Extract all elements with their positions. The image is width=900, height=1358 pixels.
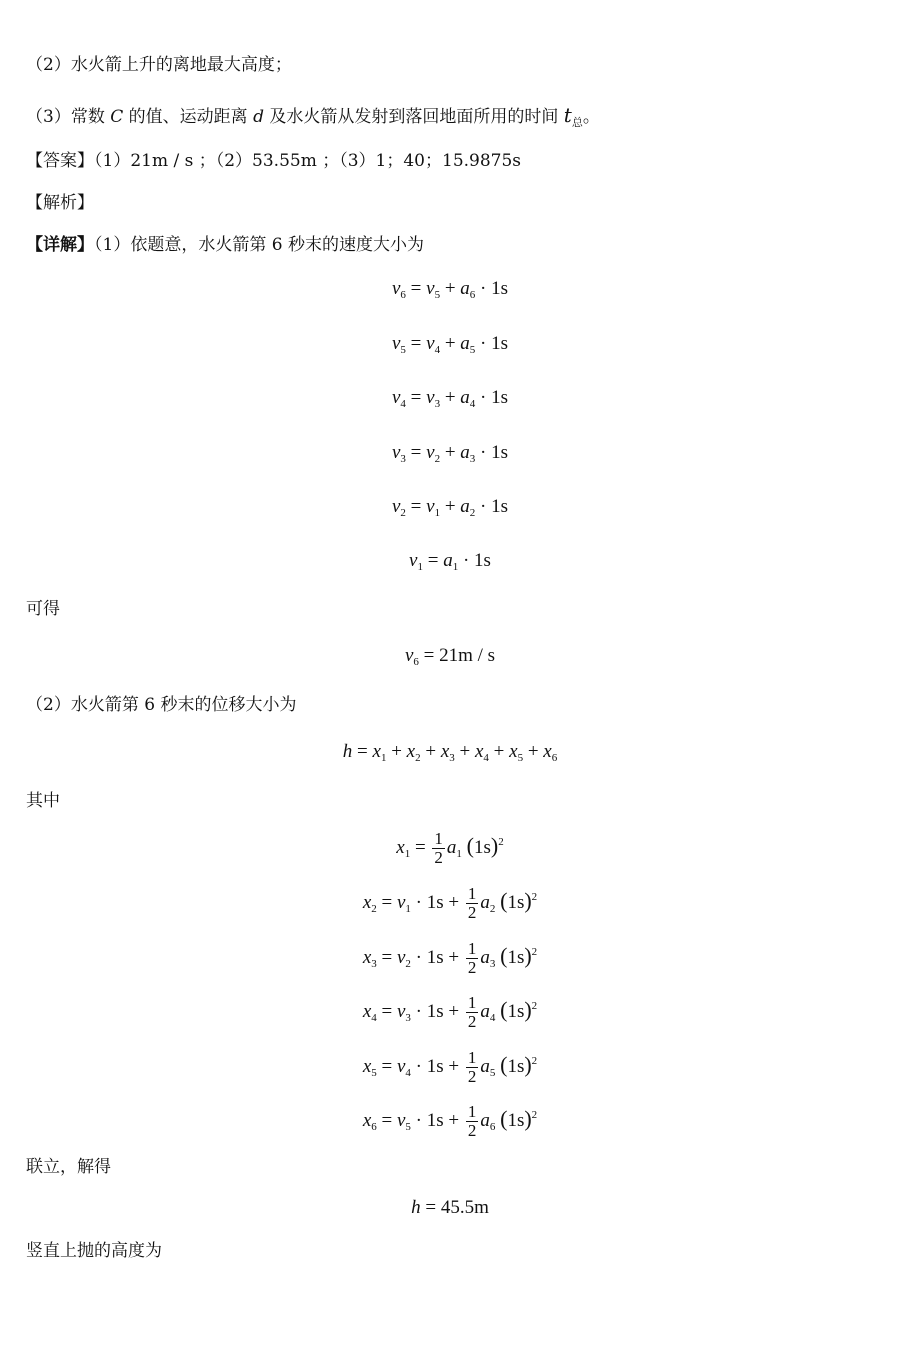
lianli-label: 联立，解得 bbox=[26, 1157, 111, 1177]
question-2: （2）水火箭上升的离地最大高度； bbox=[26, 55, 292, 75]
q3-text-c: 及水火箭从发射到落回地面所用的时间 bbox=[263, 107, 564, 127]
q3-var-c: C bbox=[110, 107, 124, 127]
eq-v6-result: $v_6 = 21m / s$ bbox=[404, 645, 496, 668]
eq-x4: $x_4 = v_3 \cdot 1s$ + $\frac{1}{2}$ $a_4$ $(1s)^2$ bbox=[362, 993, 538, 1031]
shupao-line: 竖直上抛的高度为 bbox=[26, 1241, 162, 1261]
analysis-label: 【解析】 bbox=[26, 193, 94, 213]
kede-label: 可得 bbox=[26, 599, 60, 619]
detail-text: （1）依题意，水火箭第 6 秒末的速度大小为 bbox=[94, 235, 424, 255]
detail-label: 【详解】 bbox=[26, 235, 94, 255]
eq-v6: $v_6 = v_5 + a_6 \cdot 1s$ bbox=[391, 278, 509, 301]
part2-line: （2）水火箭第 6 秒末的位移大小为 bbox=[26, 695, 297, 715]
eq-v2: $v_2 = v_1 + a_2 \cdot 1s$ bbox=[391, 496, 509, 519]
question-3 bbox=[26, 104, 600, 128]
answer-line: 【答案】（1）21m / s ；（2）53.55m ；（3）1；40；15.9875s bbox=[26, 151, 522, 171]
q3-var-d: d bbox=[253, 107, 264, 127]
eq-x2: $x_2 = v_1 \cdot 1s$ + $\frac{1}{2}$ $a_2$ $(1s)^2$ bbox=[362, 884, 538, 922]
h-result-value: 45.5m bbox=[440, 1197, 489, 1218]
q3-text-end: 。 bbox=[582, 107, 600, 127]
eq-v4: $v_4 = v_3 + a_4 \cdot 1s$ bbox=[391, 387, 509, 410]
eq-x6: $x_6 = v_5 \cdot 1s$ + $\frac{1}{2}$ $a_6$ $(1s)^2$ bbox=[362, 1102, 538, 1140]
eq-v3: $v_3 = v_2 + a_3 \cdot 1s$ bbox=[391, 442, 509, 465]
eq-h-sum: $h = x_1 + x_2 + x_3 + x_4 + x_5 + x_6$ bbox=[342, 741, 558, 764]
eq-v1: $v_1 = a_1 \cdot 1s$ bbox=[409, 550, 491, 573]
detail-line bbox=[26, 234, 424, 256]
eq-v5: $v_5 = v_4 + a_5 \cdot 1s$ bbox=[391, 333, 509, 356]
eq-h-result: h = 45.5m bbox=[411, 1197, 489, 1218]
qizhong-label: 其中 bbox=[26, 791, 60, 811]
q3-text-b: 的值、运动距离 bbox=[123, 107, 254, 127]
v6-result-value: 21m / s bbox=[439, 645, 496, 666]
eq-x5: $x_5 = v_4 \cdot 1s$ + $\frac{1}{2}$ $a_5$ $(1s)^2$ bbox=[362, 1048, 538, 1086]
q3-var-t-sub: 总 bbox=[571, 116, 583, 129]
eq-x1: $x_1$ = $\frac{1}{2}$ $a_1$ $(1s)^2$ bbox=[396, 829, 504, 867]
q3-var-t: t bbox=[563, 103, 572, 127]
q3-text-a: （3）常数 bbox=[26, 107, 111, 127]
eq-x3: $x_3 = v_2 \cdot 1s$ + $\frac{1}{2}$ $a_3$ $(1s)^2$ bbox=[362, 939, 538, 977]
